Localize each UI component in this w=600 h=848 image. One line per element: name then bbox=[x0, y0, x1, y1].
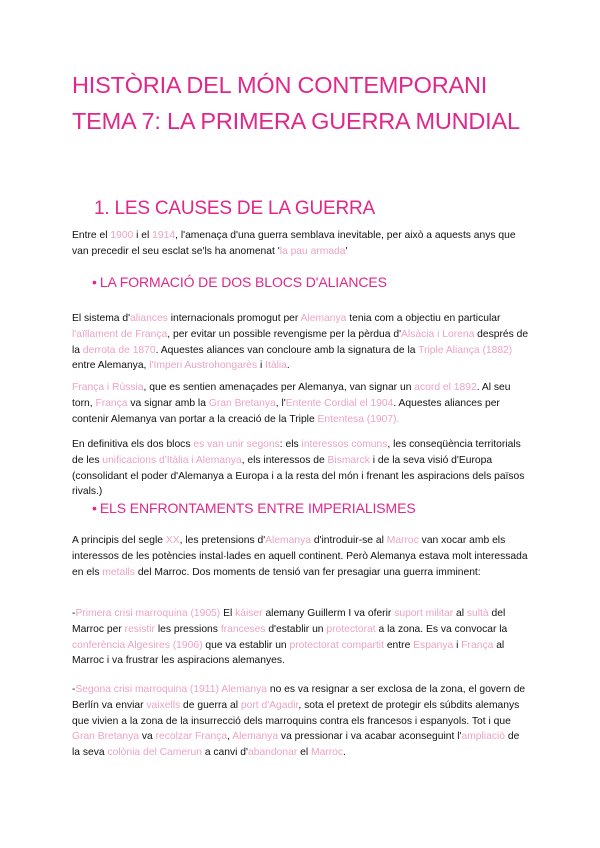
text-run: van xocar amb els interessos de les potències instal·lades en aquell continent. Però Alemanya estava molt interessada en els bbox=[72, 535, 528, 578]
text-run: , l' bbox=[275, 397, 286, 409]
text-run: d'introduir-se al bbox=[310, 535, 387, 546]
highlighted-term: Alemanya bbox=[221, 684, 267, 695]
text-run: , l'amenaça d'una guerra semblava inevitable, per això a aquests anys que van precedir el seu esclat se'ls ha anomenat ' bbox=[72, 230, 516, 257]
highlighted-term: Espanya bbox=[413, 639, 454, 651]
highlighted-term: unificacions d'Itàlia i Alemanya bbox=[102, 454, 242, 466]
highlighted-term: 1900 bbox=[110, 230, 134, 241]
highlighted-term: Gran Bretanya bbox=[208, 397, 276, 409]
text-run: d'establir un bbox=[265, 623, 327, 635]
text-run: el bbox=[297, 747, 311, 759]
text-run: A principis del segle bbox=[72, 535, 166, 546]
highlighted-term: vaixells bbox=[146, 699, 181, 711]
subsection-heading-imperialisms bbox=[92, 500, 416, 516]
highlighted-term: Alemanya bbox=[265, 535, 311, 546]
text-run: . Aquestes aliances per contenir Alemanya van portar a la creació de la Triple bbox=[72, 397, 500, 425]
text-run: internacionals promogut per bbox=[167, 313, 301, 324]
text-run: a la zona. Es va convocar la bbox=[375, 623, 508, 635]
highlighted-term: Primera crisi marroquina (1905) bbox=[75, 608, 221, 619]
text-run: , sota el pretext de protegir els súbdits alemanys que vivien a la zona de la insurrecció dels marroquins contra els francesos i espanyols. Tot i que bbox=[72, 699, 520, 727]
highlighted-term: es van unir segons bbox=[193, 439, 280, 450]
highlighted-term: derrota de 1870 bbox=[82, 344, 156, 356]
text-run: va bbox=[138, 731, 156, 743]
highlighted-term: protectorat compartit bbox=[289, 639, 384, 651]
subsection-heading-alliances-label: LA FORMACIÓ DE DOS BLOCS D'ALIANCES bbox=[99, 274, 387, 290]
text-run: al Marroc i va frustrar les aspiracions alemanyes. bbox=[72, 639, 505, 667]
text-run: i bbox=[257, 360, 266, 372]
paragraph-imperialisms-1 bbox=[72, 533, 530, 580]
highlighted-term: Alemanya bbox=[300, 313, 347, 324]
text-run: del Marroc per bbox=[72, 608, 506, 635]
text-run: . bbox=[286, 360, 290, 372]
text-run: El sistema d' bbox=[72, 313, 131, 324]
subsection-heading-alliances bbox=[92, 274, 387, 290]
highlighted-term: Ententesa (1907). bbox=[317, 413, 400, 425]
highlighted-term: interessos comuns bbox=[301, 439, 388, 450]
highlighted-term: Bismarck bbox=[327, 454, 370, 466]
highlighted-term: protectorat bbox=[326, 623, 376, 635]
highlighted-term: la pau armada bbox=[279, 245, 346, 257]
text-run: de guerra al bbox=[180, 699, 241, 711]
text-run: , les pretensions d' bbox=[179, 535, 266, 546]
highlighted-term: Alsàcia i Lorena bbox=[401, 328, 475, 340]
highlighted-term: suport militar bbox=[394, 608, 454, 619]
text-run: i el bbox=[133, 230, 153, 241]
highlighted-term: l'aïllament de França bbox=[72, 328, 168, 340]
text-run: . bbox=[343, 747, 346, 759]
text-run: les pressions bbox=[154, 623, 221, 635]
subsection-heading-imperialisms-label: ELS ENFRONTAMENTS ENTRE IMPERIALISMES bbox=[99, 500, 416, 516]
bullet-icon: • bbox=[92, 500, 97, 516]
text-run: entre Alemanya, bbox=[72, 360, 150, 372]
text-run: - bbox=[72, 684, 76, 695]
highlighted-term: XX bbox=[165, 535, 180, 546]
highlighted-term: aliances bbox=[130, 313, 168, 324]
highlighted-term: Segona crisi marroquina (1911) bbox=[75, 684, 219, 695]
highlighted-term: acord el 1892 bbox=[414, 382, 477, 393]
highlighted-term: Marroc bbox=[386, 535, 419, 546]
intro-paragraph bbox=[72, 228, 530, 260]
text-run: , bbox=[227, 731, 233, 743]
highlighted-term: káiser bbox=[235, 608, 263, 619]
highlighted-term: Entente Cordial el 1904 bbox=[285, 397, 394, 409]
highlighted-term: Gran Bretanya bbox=[72, 731, 139, 743]
paragraph-alliances-1 bbox=[72, 311, 530, 374]
highlighted-term: metalls bbox=[102, 566, 135, 578]
text-run: - bbox=[72, 608, 76, 619]
text-run: de la seva bbox=[72, 731, 520, 759]
highlighted-term: 1914 bbox=[152, 230, 176, 241]
highlighted-term: ampliació bbox=[461, 731, 505, 743]
text-run: . Al seu torn, bbox=[72, 382, 511, 409]
highlighted-term: Itàlia bbox=[265, 360, 287, 372]
highlighted-term: Alemanya bbox=[232, 731, 279, 743]
text-run: no es va resignar a ser exclosa de la zona, el govern de Berlín va enviar bbox=[72, 684, 526, 711]
highlighted-term: conferència Algesires (1906) bbox=[72, 639, 203, 651]
text-run: ' bbox=[345, 245, 348, 257]
highlighted-term: França bbox=[461, 639, 494, 651]
paragraph-alliances-3 bbox=[72, 437, 530, 500]
text-run: al bbox=[453, 608, 467, 619]
highlighted-term: Triple Aliança (1882) bbox=[418, 344, 513, 356]
text-run: entre bbox=[383, 639, 414, 651]
text-run: , que es sentien amenaçades per Alemanya, van signar un bbox=[143, 382, 415, 393]
highlighted-term: França i Rússia bbox=[72, 382, 144, 393]
text-run: Entre el bbox=[72, 230, 111, 241]
text-run: després de la bbox=[72, 328, 529, 356]
highlighted-term: l'Imperi Austrohongarès bbox=[149, 360, 258, 372]
text-run: . Aquestes aliances van concloure amb la signatura de la bbox=[155, 344, 419, 356]
text-run: i de la seva visió d'Europa (consolidant el poder d'Alemanya a Europa i a la resta del món i frenant les aspiracions dels països rivals.) bbox=[72, 454, 525, 498]
highlighted-term: Marroc bbox=[311, 747, 344, 759]
paragraph-second-moroccan-crisis bbox=[72, 682, 530, 761]
paragraph-first-moroccan-crisis bbox=[72, 606, 530, 669]
text-run: va pressionar i va acabar aconseguint l' bbox=[278, 731, 462, 743]
text-run: va signar amb la bbox=[127, 397, 209, 409]
text-run: : els bbox=[279, 439, 302, 450]
text-run: del Marroc. Dos moments de tensió van fer presagiar una guerra imminent: bbox=[134, 566, 481, 578]
paragraph-alliances-2 bbox=[72, 380, 530, 427]
highlighted-term: França bbox=[95, 397, 128, 409]
text-run: alemany Guillerm I va oferir bbox=[262, 608, 395, 619]
highlighted-term: recolzar França bbox=[155, 731, 228, 743]
text-run: , els interessos de bbox=[241, 454, 328, 466]
text-run: El bbox=[220, 608, 236, 619]
text-run: tenia com a objectiu en particular bbox=[346, 313, 501, 324]
text-run: , per evitar un possible revengisme per la pèrdua d' bbox=[167, 328, 402, 340]
highlighted-term: sultà bbox=[466, 608, 489, 619]
highlighted-term: resistir bbox=[124, 623, 155, 635]
text-run: i bbox=[453, 639, 462, 651]
text-run: , les conseqüència territorials de les bbox=[72, 439, 521, 466]
text-run: a canvi d' bbox=[201, 747, 248, 759]
highlighted-term: franceses bbox=[220, 623, 266, 635]
highlighted-term: abandonar bbox=[248, 747, 298, 759]
highlighted-term: colònia del Camerun bbox=[107, 747, 202, 759]
text-run: que va establir un bbox=[202, 639, 290, 651]
document-title: HISTÒRIA DEL MÓN CONTEMPORANI TEMA 7: LA PRIMERA GUERRA MUNDIAL bbox=[72, 72, 520, 134]
section-heading-causes: 1. LES CAUSES DE LA GUERRA bbox=[94, 198, 375, 219]
text-run: En definitiva els dos blocs bbox=[72, 439, 194, 450]
highlighted-term: port d'Agadir bbox=[240, 699, 299, 711]
bullet-icon: • bbox=[92, 274, 97, 290]
